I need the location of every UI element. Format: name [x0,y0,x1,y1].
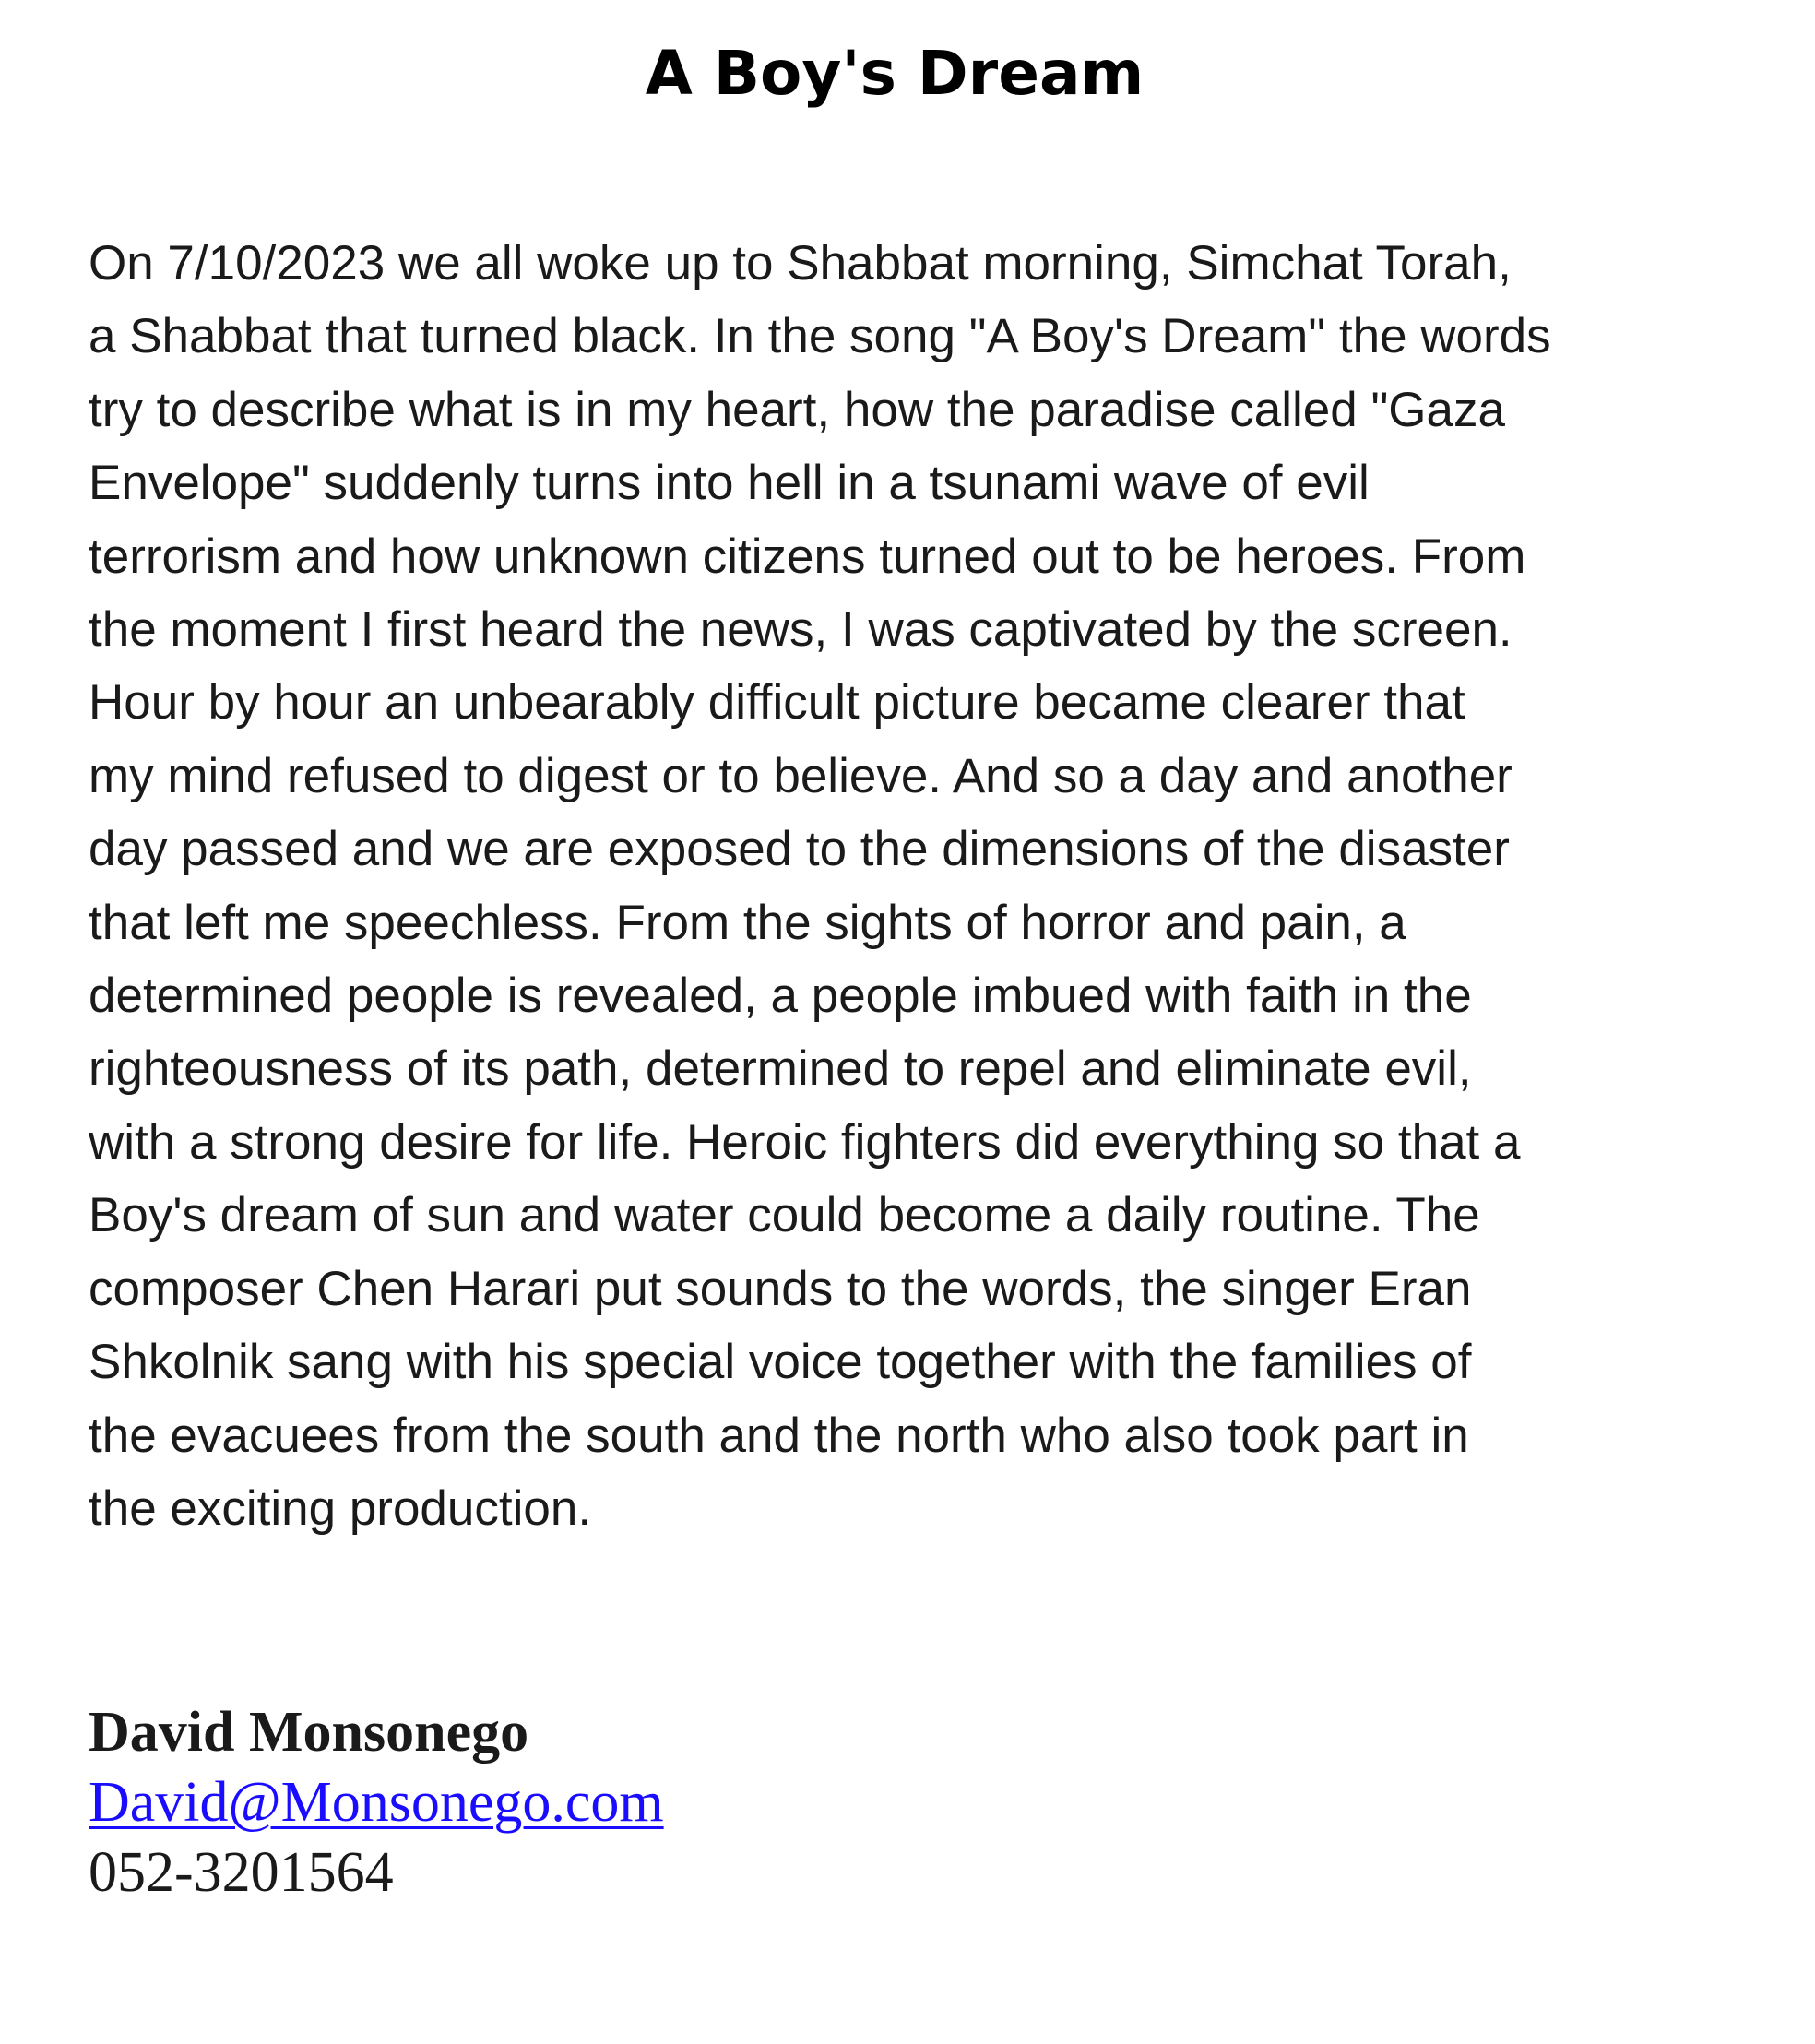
body-line: a Shabbat that turned black. In the song "A Boy's Dream" the words [89,309,1551,364]
body-line: my mind refused to digest or to believe. And so a day and another [89,748,1512,803]
body-line: On 7/10/2023 we all woke up to Shabbat morning, Simchat Torah, [89,236,1512,291]
body-line: determined people is revealed, a people imbued with faith in the [89,969,1472,1024]
body-line: Shkolnik sang with his special voice together with the families of [89,1335,1472,1390]
body-line: Boy's dream of sun and water could become a daily routine. The [89,1188,1480,1243]
body-line: the exciting production. [89,1480,592,1536]
body-line: terrorism and how unknown citizens turned out to be heroes. From [89,529,1526,584]
body-line: try to describe what is in my heart, how the paradise called "Gaza [89,382,1505,437]
body-line: day passed and we are exposed to the dimensions of the disaster [89,822,1510,877]
body-line: the moment I first heard the news, I was captivated by the screen. [89,602,1512,658]
body-line: righteousness of its path, determined to repel and eliminate evil, [89,1041,1472,1097]
document-body [89,227,1749,1545]
body-line: Hour by hour an unbearably difficult picture became clearer that [89,675,1465,731]
author-name: David Monsonego [89,1701,529,1764]
body-line: Envelope" suddenly turns into hell in a tsunami wave of evil [89,456,1370,511]
body-line: the evacuees from the south and the north who also took part in [89,1408,1469,1463]
body-line: with a strong desire for life. Heroic fighters did everything so that a [89,1114,1521,1170]
document-title: A Boy's Dream [645,38,1145,109]
body-line: composer Chen Harari put sounds to the words, the singer Eran [89,1261,1472,1316]
body-line: that left me speechless. From the sights of horror and pain, a [89,895,1406,950]
author-phone: 052-3201564 [89,1841,394,1904]
author-email-link[interactable]: David@Monsonego.com [89,1771,664,1834]
signature-block [89,1697,664,1907]
